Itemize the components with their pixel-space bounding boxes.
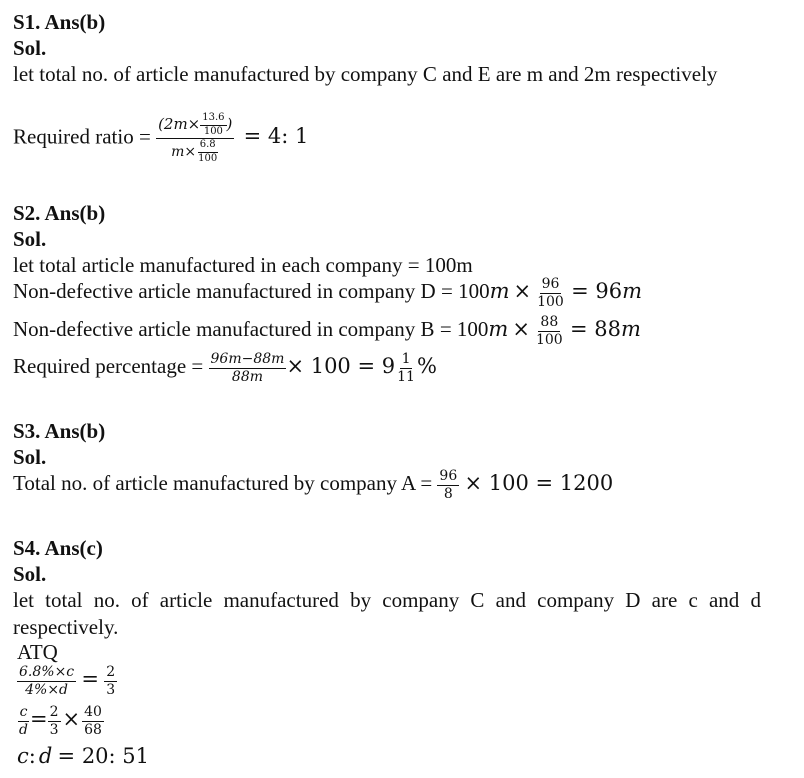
s2-line3-num: 88: [540, 314, 559, 330]
s2-pct-num: 96m−88m: [210, 351, 285, 367]
s4-eq2-anum: 2: [49, 704, 59, 720]
s4-eq2-aden: 3: [49, 721, 59, 738]
s2-line3-result-var: m: [620, 317, 641, 341]
s1-heading: S1. Ans(b): [13, 10, 106, 34]
s1-den-small-bottom: 100: [198, 152, 218, 164]
s4-sol-label: Sol.: [13, 562, 47, 586]
s4-eq2-times: ×: [62, 707, 81, 731]
s1-num-left: (2m×: [158, 115, 201, 133]
s2-line3-var: m: [488, 317, 509, 341]
s2-line2-text: Non-defective article manufactured in company D = 100: [13, 279, 490, 303]
s4-eq1-num: 6.8%×c: [19, 664, 75, 680]
s2-line2-times: ×: [513, 279, 532, 303]
s2-sol-label: Sol.: [13, 227, 47, 251]
s3-result: × 100 = 1200: [464, 471, 614, 495]
s1-den-small-fraction: [196, 140, 219, 164]
s3-den: 8: [443, 485, 453, 502]
s1-num-small-bottom: 100: [203, 125, 223, 137]
s2-line1: let total article manufactured in each company = 100m: [13, 253, 473, 277]
s3-num: 96: [439, 468, 458, 484]
s2-line3-fraction: [534, 315, 565, 347]
s1-ratio-fraction: [156, 113, 234, 164]
s4-eq2-den: d: [19, 721, 28, 738]
s4-eq1-den: 4%×d: [25, 681, 69, 698]
s2-pct-mixed-fraction: [395, 352, 417, 384]
s2-pct-den: 88m: [231, 368, 264, 385]
s2-line2-fraction: [535, 277, 566, 309]
s2-percentage: [13, 352, 437, 384]
s4-equation2: [17, 705, 104, 737]
s2-line3: [13, 315, 641, 347]
s4-atq: ATQ: [17, 640, 58, 664]
s2-line2-result-var: m: [622, 279, 643, 303]
s4-final-result: = 20: 51: [57, 744, 150, 768]
s2-line2-den: 100: [537, 293, 564, 310]
s4-eq2-fraction: [17, 705, 30, 737]
s1-den-small-top: 6.8: [198, 140, 218, 153]
s4-heading: S4. Ans(c): [13, 536, 103, 560]
s2-pct-fraction: [209, 352, 287, 384]
s4-final-ratio: [17, 744, 149, 769]
s4-eq2-a-fraction: [48, 705, 61, 737]
s2-pct-frac-num: 1: [401, 351, 411, 367]
s1-intro: let total no. of article manufactured by company C and E are m and 2m respectively: [13, 62, 718, 86]
s4-equation1: [17, 665, 117, 697]
s3-sol-label: Sol.: [13, 445, 47, 469]
s4-eq1-rnum: 2: [106, 664, 116, 680]
s4-eq2-bnum: 40: [84, 704, 102, 720]
s2-line3-result: = 88: [569, 317, 621, 341]
s2-pct-times: × 100 = 9: [286, 354, 396, 378]
s3-heading: S3. Ans(b): [13, 419, 106, 443]
s4-eq2-eq: =: [29, 707, 48, 731]
s4-final-d: d: [38, 744, 53, 768]
s2-heading: S2. Ans(b): [13, 201, 106, 225]
s2-pct-sign: %: [416, 354, 437, 378]
s1-num-small-fraction: [200, 113, 226, 137]
s2-line3-den: 100: [535, 331, 563, 348]
s1-result: = 4: 1: [243, 124, 309, 149]
s1-den-left: m×: [171, 144, 197, 160]
s2-line2-result: = 96: [571, 279, 623, 303]
s2-line2: [13, 277, 642, 309]
s1-ratio-equation: [13, 113, 308, 164]
s1-sol-label: Sol.: [13, 36, 47, 60]
s3-text: Total no. of article manufactured by company A =: [13, 471, 433, 495]
s4-final-c: c: [17, 744, 29, 768]
s3-equation: [13, 469, 613, 501]
s2-pct-frac-den: 11: [397, 368, 415, 385]
s2-line2-var: m: [489, 279, 510, 303]
s4-eq2-b-fraction: [82, 705, 104, 737]
s4-eq1-rhs-fraction: [104, 665, 117, 697]
s2-line3-times: ×: [512, 317, 530, 341]
s3-fraction: [437, 469, 459, 501]
s2-line3-text: Non-defective article manufactured in company B = 100: [13, 317, 489, 341]
s4-eq1-fraction: [17, 665, 76, 697]
s1-num-small-top: 13.6: [200, 113, 226, 126]
s1-num-right: ): [226, 115, 233, 133]
s4-intro: let total no. of article manufactured by company C and company D are c and d respectively.: [13, 588, 761, 639]
s4-eq1-eq: =: [81, 667, 99, 691]
s4-eq2-bden: 68: [84, 721, 102, 738]
s4-eq2-num: c: [19, 704, 28, 720]
s2-line2-num: 96: [541, 276, 560, 292]
s4-eq1-rden: 3: [106, 681, 116, 698]
s1-ratio-label: Required ratio =: [13, 124, 151, 149]
s2-pct-label: Required percentage =: [13, 354, 204, 378]
s4-final-colon: :: [28, 744, 36, 768]
